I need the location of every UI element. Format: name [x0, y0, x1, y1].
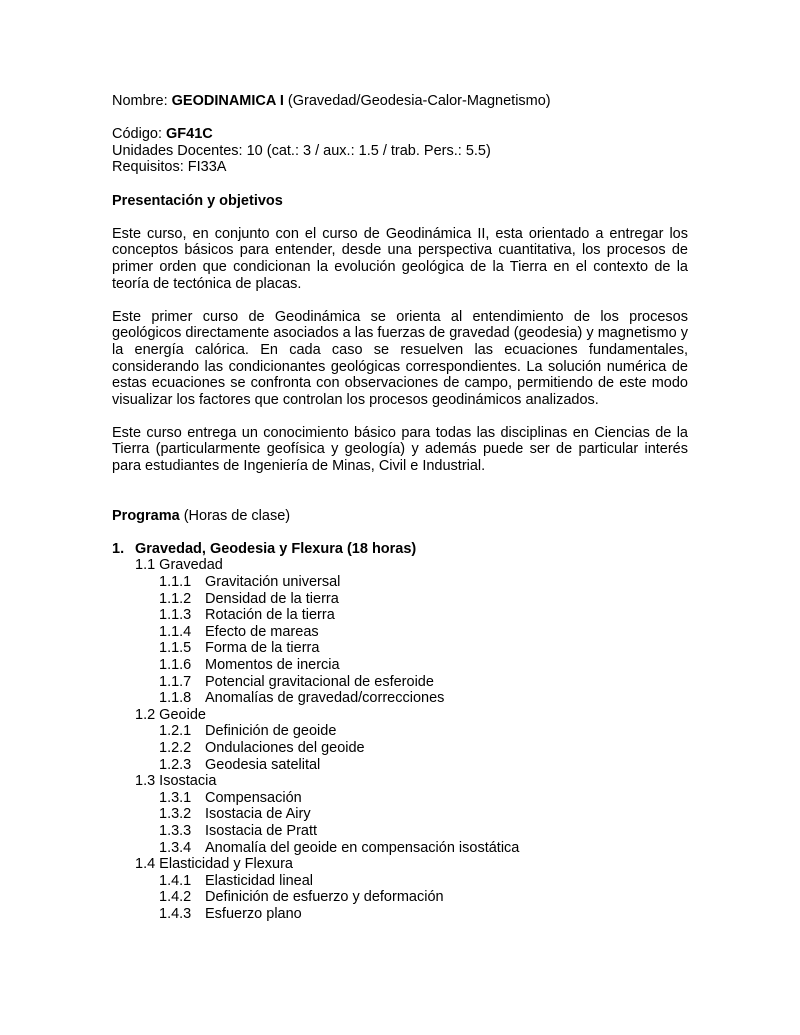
outline-item-number: 1.1.3	[159, 607, 192, 624]
subsection-heading: 1.4 Elasticidad y Flexura	[135, 856, 293, 873]
subsection-heading: 1.3 Isostacia	[135, 773, 217, 790]
course-code-label: Código:	[112, 126, 167, 143]
outline-item-label: Definición de geoide	[205, 723, 337, 740]
presentation-heading: Presentación y objetivos	[112, 192, 283, 209]
outline-item-number: 1.3.3	[159, 822, 192, 839]
outline-item-label: Rotación de la tierra	[205, 607, 335, 624]
outline-item	[112, 574, 688, 591]
subsection-heading: 1.2 Geoide	[135, 706, 206, 723]
outline-item-label: Isostacia de Airy	[205, 806, 311, 823]
program-heading-subtitle: (Horas de clase)	[179, 507, 291, 524]
outline-item-label: Forma de la tierra	[205, 640, 320, 657]
outline-item	[112, 757, 688, 774]
course-name-line	[112, 93, 688, 110]
section-number: 1.	[112, 540, 125, 557]
requirements: Requisitos: FI33A	[112, 159, 227, 176]
outline-item-label: Densidad de la tierra	[205, 590, 339, 607]
outline-item	[112, 823, 688, 840]
course-name-subtitle: (Gravedad/Geodesia-Calor-Magnetismo)	[283, 93, 551, 109]
outline-item-label: Potencial gravitacional de esferoide	[205, 673, 434, 690]
outline-item-number: 1.1.2	[159, 590, 192, 607]
outline-item	[112, 840, 688, 857]
outline-item-label: Gravitación universal	[205, 574, 341, 591]
course-code-line	[112, 126, 688, 143]
subsection-heading: 1.1 Gravedad	[135, 557, 223, 574]
section-heading	[112, 541, 688, 558]
outline-item-number: 1.3.2	[159, 806, 192, 823]
document-content	[112, 93, 688, 923]
outline-item-number: 1.2.2	[159, 739, 192, 756]
outline-item-label: Anomalía del geoide en compensación isostática	[205, 839, 520, 856]
course-code: GF41C	[166, 126, 213, 143]
outline-item-label: Anomalías de gravedad/correcciones	[205, 690, 445, 707]
outline-item-label: Compensación	[205, 789, 302, 806]
program-outline	[112, 557, 688, 922]
outline-item-number: 1.3.4	[159, 839, 192, 856]
outline-item	[112, 690, 688, 707]
outline-item-number: 1.1.1	[159, 574, 192, 591]
outline-item	[112, 640, 688, 657]
outline-item-number: 1.1.8	[159, 690, 192, 707]
outline-item-label: Geodesia satelital	[205, 756, 321, 773]
outline-item	[112, 591, 688, 608]
outline-item-number: 1.1.7	[159, 673, 192, 690]
outline-item	[112, 906, 688, 923]
outline-item	[112, 873, 688, 890]
outline-item	[112, 657, 688, 674]
presentation-paragraph-2: Este primer curso de Geodinámica se orienta al entendimiento de los procesos geológicos directamente asociados a las fuerzas de gravedad (geodesia) y magnetismo y la energía calórica. En cada caso se resuelven las ecuaciones fundamentales, considerando las condicionantes geológicas correspondientes. La solución numérica de estas ecuaciones se confronta con observaciones de campo, permitiendo de este modo visualizar los factores que controlan los procesos geodinámicos analizados.	[112, 308, 688, 408]
program-heading	[112, 508, 688, 525]
teaching-units: Unidades Docentes: 10 (cat.: 3 / aux.: 1.5 / trab. Pers.: 5.5)	[112, 142, 491, 159]
outline-item-label: Isostacia de Pratt	[205, 822, 318, 839]
outline-item-number: 1.2.1	[159, 723, 192, 740]
outline-item-label: Esfuerzo plano	[205, 905, 302, 922]
outline-item-number: 1.4.3	[159, 905, 192, 922]
outline-item	[112, 790, 688, 807]
course-name-label: Nombre:	[112, 93, 172, 109]
outline-item	[112, 889, 688, 906]
outline-item-label: Efecto de mareas	[205, 623, 319, 640]
outline-item	[112, 674, 688, 691]
presentation-paragraph-1: Este curso, en conjunto con el curso de Geodinámica II, esta orientado a entregar los conceptos básicos para entender, desde una perspectiva cuantitativa, los procesos de primer orden que condicionan la evolución geológica de la Tierra en el contexto de la teoría de tectónica de placas.	[112, 225, 688, 292]
outline-item-number: 1.2.3	[159, 756, 192, 773]
outline-item-number: 1.1.5	[159, 640, 192, 657]
outline-item-label: Momentos de inercia	[205, 657, 340, 673]
program-heading-bold: Programa	[112, 507, 180, 524]
outline-item-number: 1.1.6	[159, 657, 192, 673]
outline-item-number: 1.3.1	[159, 789, 192, 806]
outline-item	[112, 806, 688, 823]
outline-item-label: Definición de esfuerzo y deformación	[205, 889, 444, 906]
outline-item-number: 1.4.2	[159, 889, 192, 906]
outline-item	[112, 624, 688, 641]
outline-item-label: Ondulaciones del geoide	[205, 739, 365, 756]
outline-item	[112, 607, 688, 624]
outline-item-number: 1.1.4	[159, 623, 192, 640]
presentation-paragraph-3: Este curso entrega un conocimiento básico para todas las disciplinas en Ciencias de la Tierra (particularmente geofísica y geología) y además puede ser de particular interés para estudiantes de Ingeniería de Minas, Civil e Industrial.	[112, 424, 688, 475]
outline-item-label: Elasticidad lineal	[205, 872, 314, 889]
outline-item	[112, 740, 688, 757]
outline-item-number: 1.4.1	[159, 872, 192, 889]
outline-item	[112, 723, 688, 740]
course-name: GEODINAMICA I	[171, 93, 284, 109]
section-title: Gravedad, Geodesia y Flexura (18 horas)	[135, 540, 417, 557]
